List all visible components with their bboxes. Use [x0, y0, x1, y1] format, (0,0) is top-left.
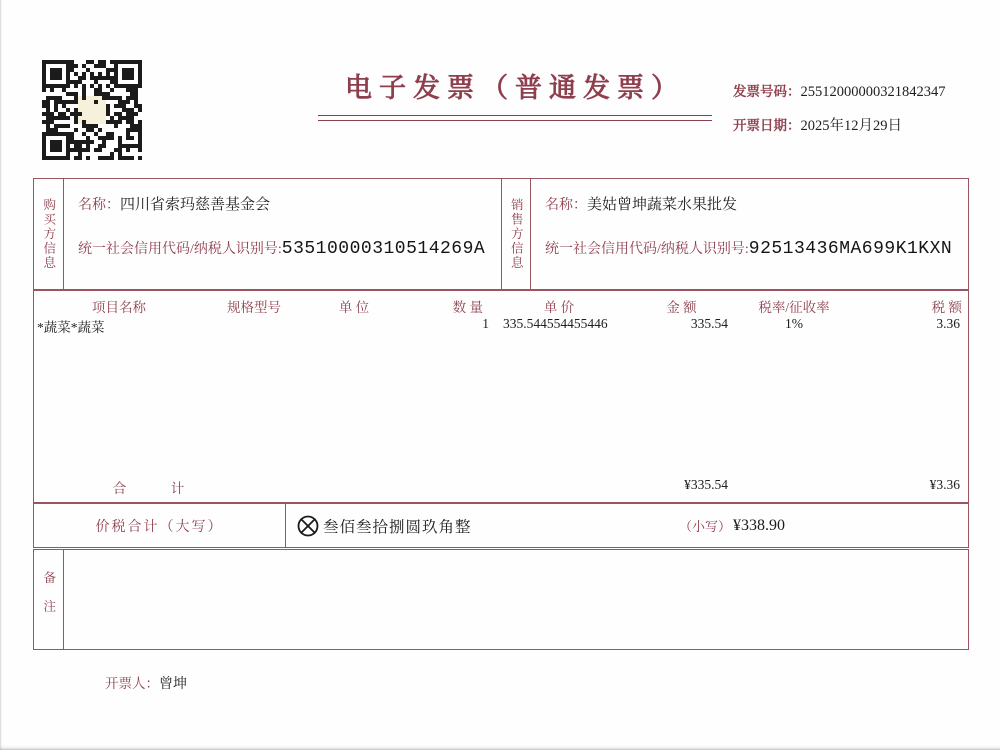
invoice-date-row [733, 114, 983, 135]
issuer-row [105, 672, 187, 693]
total-row [34, 477, 968, 497]
remarks-panel-label: 备注 [41, 571, 56, 628]
buyer-panel [34, 179, 64, 289]
qr-code-icon [42, 60, 142, 160]
scan-edge-bottom [0, 745, 1000, 750]
total-amount: ¥335.54 [684, 477, 728, 492]
summary-label: 价税合计（大写） [95, 519, 224, 535]
invoice-number-row [733, 80, 983, 101]
issuer-value: 曾坤 [159, 677, 187, 692]
item-amount: 335.54 [690, 316, 728, 331]
header-amount: 金 额 [666, 300, 697, 315]
buyer-name-label: 名称： [78, 198, 120, 213]
item-unit-price: 335.544554455446 [503, 316, 608, 331]
remarks-box [33, 549, 969, 650]
summary-value-cell [286, 504, 968, 547]
invoice-number-label: 发票号码： [733, 84, 801, 99]
item-unit [304, 316, 404, 336]
invoice-number-value: 25512000000321842347 [800, 84, 946, 100]
item-spec [204, 316, 304, 336]
seller-panel [501, 179, 531, 289]
item-tax: 3.36 [936, 316, 960, 331]
header-tax-rate: 税率/征收率 [758, 300, 830, 315]
summary-box [33, 503, 969, 548]
seller-taxid-label: 统一社会信用代码/纳税人识别号: [545, 242, 749, 257]
item-name: *蔬菜*蔬菜 [37, 320, 105, 335]
remarks-content [64, 550, 968, 649]
scan-edge-left [0, 0, 3, 750]
party-info-box [33, 178, 969, 290]
seller-taxid-value: 92513436MA699K1KXN [748, 239, 953, 259]
item-row [34, 316, 968, 336]
total-label: 合 计 [112, 481, 186, 496]
total-tax: ¥3.36 [929, 477, 960, 492]
buyer-name-row [78, 193, 270, 214]
buyer-taxid-row [78, 238, 485, 259]
seller-name-value: 美姑曾坤蔬菜水果批发 [587, 197, 738, 213]
invoice-date-label: 开票日期： [733, 118, 801, 133]
remarks-panel [34, 550, 64, 649]
seller-taxid-row [545, 238, 952, 259]
buyer-taxid-label: 统一社会信用代码/纳税人识别号: [78, 242, 282, 257]
invoice-date-value: 2025年12月29日 [800, 118, 902, 134]
amount-small-label: （小写） [679, 519, 732, 534]
issuer-label: 开票人： [105, 676, 159, 691]
buyer-taxid-value: 53510000310514269A [281, 239, 486, 259]
invoice-meta [733, 80, 983, 148]
invoice-title: 电子发票（普通发票） [345, 73, 685, 103]
header-qty: 数 量 [452, 300, 483, 315]
seller-content [531, 179, 968, 289]
seller-name-row [545, 193, 737, 214]
buyer-content [64, 179, 501, 289]
header-item-name: 项目名称 [92, 300, 146, 315]
seller-name-label: 名称： [545, 198, 587, 213]
header-unit: 单 位 [338, 300, 370, 315]
item-tax-rate: 1% [785, 316, 803, 331]
amount-in-words: 叁佰叁拾捌圆玖角整 [323, 518, 472, 536]
buyer-name-value: 四川省索玛慈善基金会 [120, 197, 271, 213]
header-tax: 税 额 [931, 300, 962, 315]
header-unit-price: 单 价 [543, 300, 575, 315]
title-double-underline [318, 115, 712, 121]
summary-label-cell [34, 504, 286, 547]
amount-small-value: ¥338.90 [733, 516, 786, 534]
item-qty: 1 [482, 316, 489, 331]
title-block [300, 66, 730, 121]
amount-small-group [679, 504, 785, 547]
items-table-header [34, 291, 968, 316]
items-table [33, 290, 969, 503]
seller-panel-label: 销售方信息 [509, 197, 524, 271]
header-spec: 规格型号 [227, 300, 281, 315]
buyer-panel-label: 购买方信息 [41, 197, 56, 271]
circle-x-icon [296, 514, 320, 538]
